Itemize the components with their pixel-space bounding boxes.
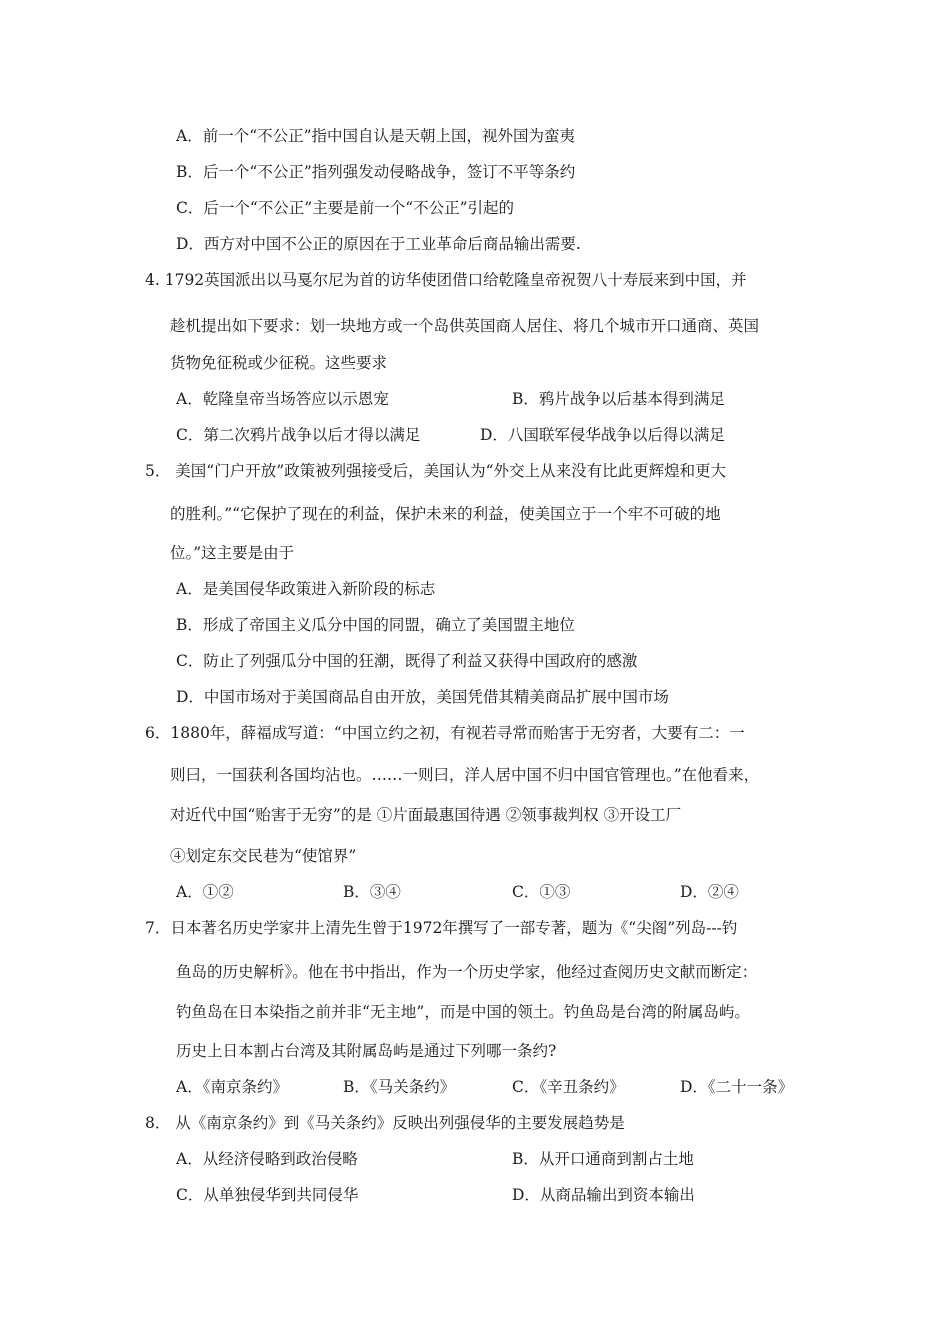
- q8-option-d: D．从商品输出到资本输出: [512, 1186, 695, 1204]
- q4-option-c: C．第二次鸦片战争以后才得以满足: [176, 426, 421, 444]
- q5-option-d: D．中国市场对于美国商品自由开放，美国凭借其精美商品扩展中国市场: [176, 688, 669, 706]
- q7-option-b: B．《马关条约》: [343, 1078, 456, 1096]
- q5-option-a: A．是美国侵华政策进入新阶段的标志: [176, 580, 436, 598]
- q7-option-d: D．《二十一条》: [680, 1078, 794, 1096]
- q8-option-b: B．从开口通商到割占土地: [512, 1150, 694, 1168]
- q7-stem-line-4: 历史上日本割占台湾及其附属岛屿是通过下列哪一条约?: [176, 1042, 557, 1060]
- q8-stem-line-1: 8． 从《南京条约》到《马关条约》反映出列强侵华的主要发展趋势是: [145, 1114, 625, 1132]
- q6-stem-line-1: 6．1880年，薛福成写道：“中国立约之初，有视若寻常而贻害于无穷者，大要有二：一: [145, 724, 745, 742]
- q4-option-d: D．八国联军侵华战争以后得以满足: [480, 426, 725, 444]
- q7-stem-line-2: 鱼岛的历史解析》。他在书中指出，作为一个历史学家，他经过查阅历史文献而断定：: [176, 963, 758, 981]
- q4-stem-line-1: 4. 1792英国派出以马戛尔尼为首的访华使团借口给乾隆皇帝祝贺八十寿辰来到中国，并: [145, 271, 747, 289]
- q8-option-c: C．从单独侵华到共同侵华: [176, 1186, 359, 1204]
- q4-stem-line-2: 趁机提出如下要求：划一块地方或一个岛供英国商人居住、将几个城市开口通商、英国: [170, 317, 760, 335]
- q7-stem-line-3: 钓鱼岛在日本染指之前并非“无主地”，而是中国的领土。钓鱼岛是台湾的附属岛屿。: [176, 1003, 750, 1021]
- q3-option-a: A．前一个“不公正”指中国自认是天朝上国，视外国为蛮夷: [176, 127, 576, 145]
- q4-option-b: B．鸦片战争以后基本得到满足: [512, 390, 725, 408]
- q5-stem-line-3: 位。”这主要是由于: [170, 544, 295, 562]
- q6-option-c: C．①③: [512, 883, 571, 901]
- q6-stem-line-2: 则曰，一国获利各国均沾也。……一则曰，洋人居中国不归中国官管理也。”在他看来，: [170, 766, 760, 784]
- q7-option-a: A．《南京条约》: [176, 1078, 288, 1096]
- q6-option-a: A．①②: [176, 883, 234, 901]
- q6-stem-line-3: 对近代中国“贻害于无穷”的是 ①片面最惠国待遇 ②领事裁判权 ③开设工厂: [170, 806, 682, 824]
- q7-stem-line-1: 7．日本著名历史学家井上清先生曾于1972年撰写了一部专著，题为《“尖阁”列岛---钓: [145, 919, 738, 937]
- q5-stem-line-2: 的胜利。”“它保护了现在的利益，保护未来的利益，使美国立于一个牢不可破的地: [170, 505, 721, 523]
- q3-option-d: D．西方对中国不公正的原因在于工业革命后商品输出需要.: [176, 235, 581, 253]
- q5-option-c: C．防止了列强瓜分中国的狂潮，既得了利益又获得中国政府的感激: [176, 652, 638, 670]
- q8-option-a: A．从经济侵略到政治侵略: [176, 1150, 358, 1168]
- q4-stem-line-3: 货物免征税或少征税。这些要求: [170, 354, 388, 372]
- q6-stem-line-4: ④划定东交民巷为“使馆界”: [170, 847, 357, 865]
- q7-option-c: C．《辛丑条约》: [512, 1078, 625, 1096]
- q5-option-b: B．形成了帝国主义瓜分中国的同盟，确立了美国盟主地位: [176, 616, 575, 634]
- q4-option-a: A．乾隆皇帝当场答应以示恩宠: [176, 390, 389, 408]
- q6-option-b: B．③④: [343, 883, 401, 901]
- q6-option-d: D．②④: [680, 883, 739, 901]
- q3-option-b: B．后一个“不公正”指列强发动侵略战争，签订不平等条约: [176, 163, 576, 181]
- q3-option-c: C．后一个“不公正”主要是前一个“不公正”引起的: [176, 199, 515, 217]
- q5-stem-line-1: 5． 美国“门户开放”政策被列强接受后，美国认为“外交上从来没有比此更辉煌和更大: [145, 462, 727, 480]
